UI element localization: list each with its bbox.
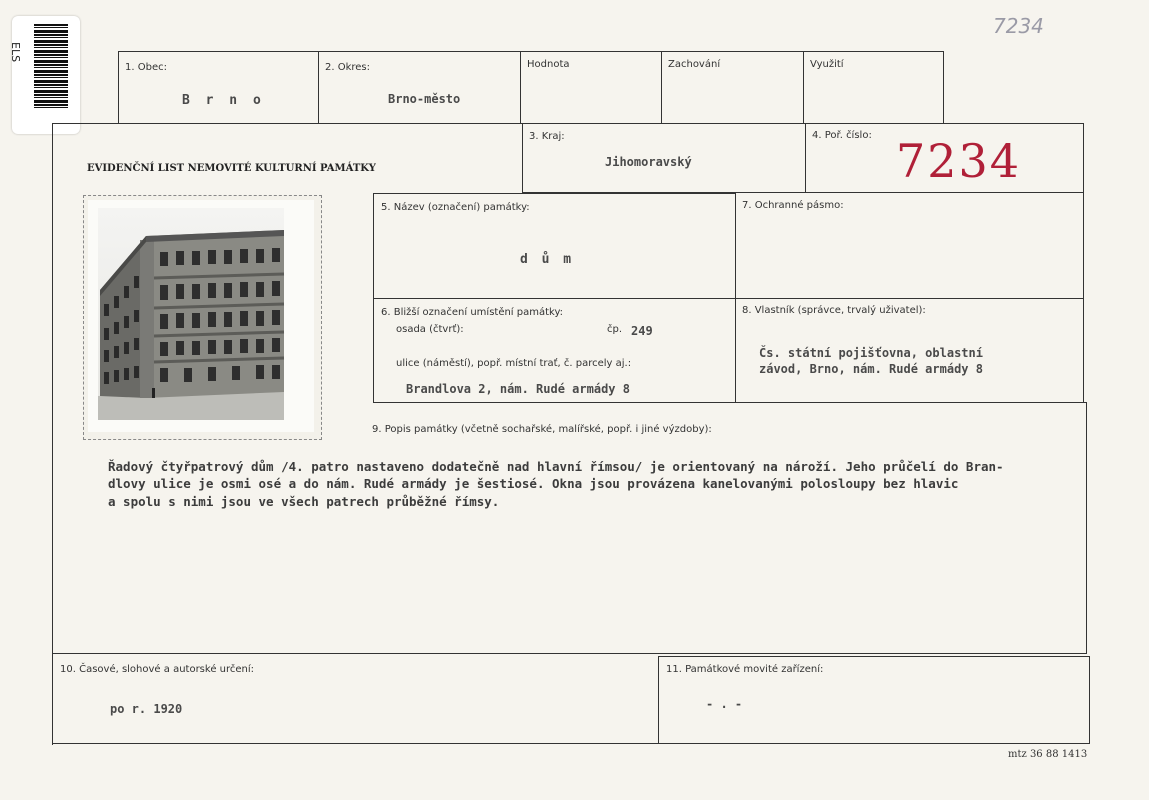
- building-photo: [88, 200, 314, 432]
- form-heading: EVIDENČNÍ LIST NEMOVITÉ KULTURNÍ PAMÁTKY: [87, 163, 376, 174]
- movite-value: - . -: [706, 697, 743, 711]
- movite-label: 11. Památkové movité zařízení:: [666, 664, 824, 675]
- ulice-value: Brandlova 2, nám. Rudé armády 8: [406, 382, 630, 396]
- casove-value: po r. 1920: [110, 702, 183, 716]
- cp-label: čp.: [607, 324, 623, 335]
- popis-line-1: Řadový čtyřpatrový dům /4. patro nastaveno dodatečně nad hlavní římsou/ je orientovaný na nároží. Jeho průčelí do Bran-: [108, 459, 1004, 474]
- popis-label: 9. Popis památky (včetně sochařské, malířské, popř. i jiné výzdoby):: [372, 424, 712, 435]
- vlastnik-label: 8. Vlastník (správce, trvalý uživatel):: [742, 305, 926, 316]
- print-code: mtz 36 88 1413: [1008, 749, 1088, 760]
- umisteni-label: 6. Bližší označení umístění památky:: [381, 307, 564, 318]
- ulice-label: ulice (náměstí), popř. místní trať, č. parcely aj.:: [396, 358, 632, 369]
- vlastnik-line-1: Čs. státní pojišťovna, oblastní: [759, 346, 983, 360]
- nazev-value: d ů m: [520, 252, 575, 267]
- okres-label: 2. Okres:: [325, 62, 371, 73]
- popis-line-2: dlovy ulice je osmi osé a do nám. Rudé armády je šestiosé. Okna jsou provázena kanelovanými polosloupy bez hlavic: [108, 476, 959, 491]
- casove-label: 10. Časové, slohové a autorské určení:: [60, 664, 255, 675]
- okres-value: Brno-město: [388, 92, 461, 106]
- pencil-archive-number: 7234: [993, 14, 1044, 38]
- obec-label: 1. Obec:: [125, 62, 167, 73]
- zachovani-label: Zachování: [668, 59, 721, 70]
- kraj-label: 3. Kraj:: [529, 131, 565, 142]
- osada-label: osada (čtvrť):: [396, 324, 464, 335]
- vlastnik-line-2: závod, Brno, nám. Rudé armády 8: [759, 362, 983, 376]
- ochranne-pasmo-label: 7. Ochranné pásmo:: [742, 200, 844, 211]
- hodnota-label: Hodnota: [527, 59, 570, 70]
- por-cislo-label: 4. Poř. číslo:: [812, 130, 872, 141]
- nazev-label: 5. Název (označení) památky:: [381, 202, 530, 213]
- vyuziti-label: Využití: [810, 59, 844, 70]
- barcode-label-text: ELS: [9, 42, 22, 63]
- cp-value: 249: [631, 324, 653, 338]
- kraj-value: Jihomoravský: [605, 155, 692, 169]
- por-cislo-stamp: 7234: [896, 134, 1022, 188]
- obec-value: B r n o: [182, 93, 265, 108]
- barcode-icon: [34, 24, 68, 110]
- popis-line-3: a spolu s nimi jsou ve všech patrech průběžné římsy.: [108, 494, 500, 509]
- building-photo-image: [88, 200, 314, 432]
